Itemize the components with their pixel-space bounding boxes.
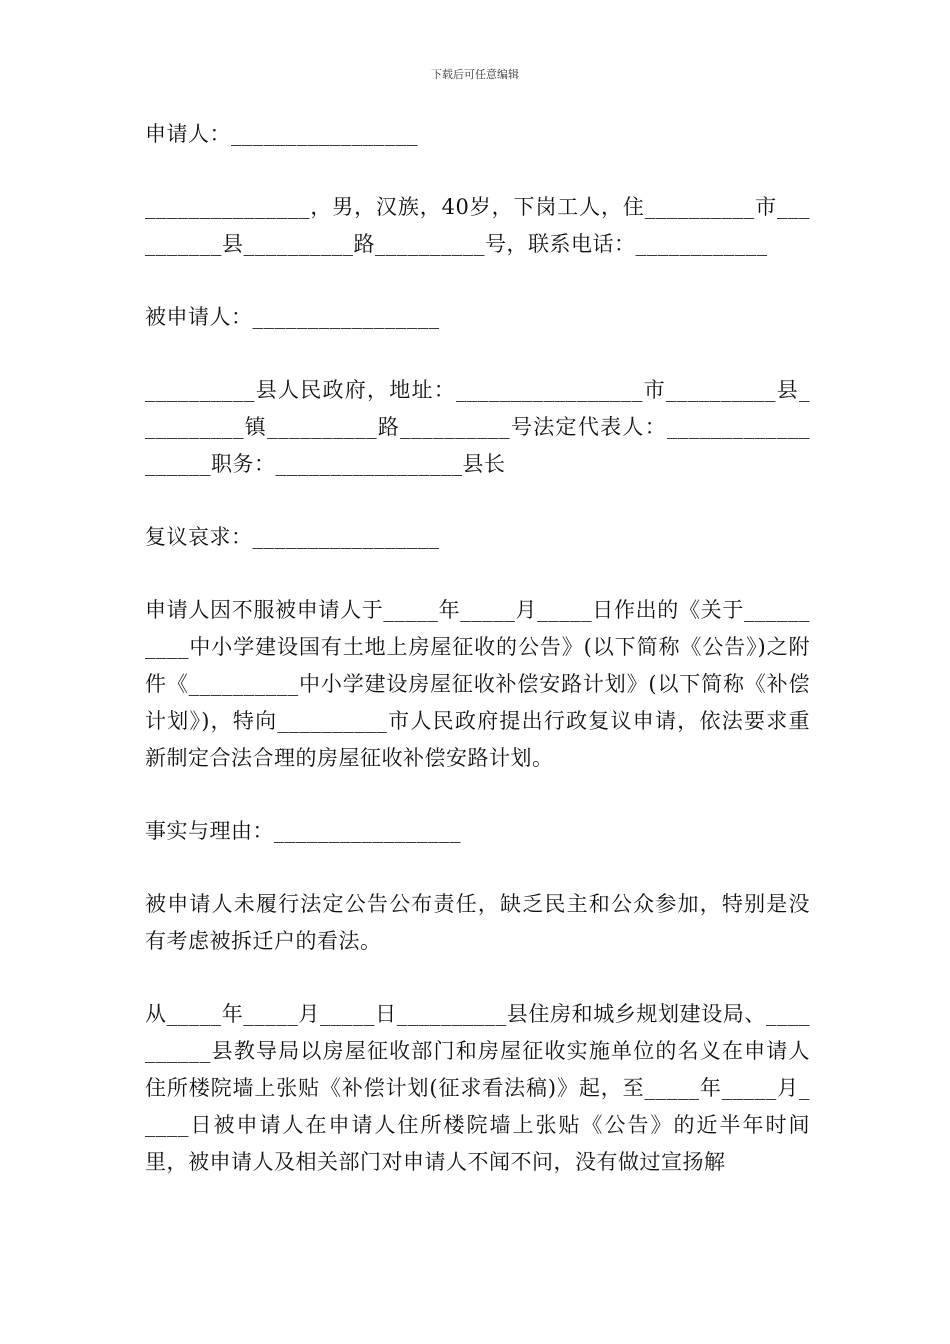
spacer bbox=[145, 960, 810, 996]
spacer bbox=[145, 850, 810, 886]
spacer bbox=[145, 153, 810, 189]
page-header-note: 下载后可任意编辑 bbox=[431, 68, 519, 81]
respondent-info: __________县人民政府，地址：_________________市__________县__________镇__________路__________号法定代表人：___________________职务：_________________县长 bbox=[145, 378, 810, 476]
respondent-label: 被申请人：_________________ bbox=[145, 305, 440, 329]
spacer bbox=[145, 336, 810, 372]
request-label: 复议哀求：_________________ bbox=[145, 525, 440, 549]
document-body bbox=[145, 116, 810, 1181]
spacer bbox=[145, 556, 810, 592]
spacer bbox=[145, 483, 810, 519]
spacer bbox=[145, 263, 810, 299]
request-text: 申请人因不服被申请人于_____年_____月_____日作出的《关于__________中小学建设国有土地上房屋征收的公告》(以下简称《公告》)之附件《__________中小学建设房屋征收补偿安路计划》(以下简称《补偿计划》)，特向__________市人民政府提出行政复议申请，依法要求重新制定合法合理的房屋征收补偿安路计划。 bbox=[145, 598, 810, 770]
spacer bbox=[145, 777, 810, 813]
facts-label: 事实与理由：_________________ bbox=[145, 819, 461, 843]
applicant-label: 申请人：_________________ bbox=[145, 122, 418, 146]
facts-paragraph-1: 被申请人未履行法定公告公布责任，缺乏民主和公众参加，特别是没有考虑被拆迁户的看法。 bbox=[145, 892, 810, 953]
applicant-info: _______________，男，汉族，40岁，下岗工人，住__________市__________县__________路__________号，联系电话：____________ bbox=[145, 195, 810, 256]
facts-paragraph-2: 从_____年_____月_____日__________县住房和城乡规划建设局、__________县教导局以房屋征收部门和房屋征收实施单位的名义在申请人住所楼院墙上张贴《补偿计划(征求看法稿)》起，至_____年_____月_____日被申请人在申请人住所楼院墙上张贴《公告》的近半年时间里，被申请人及相关部门对申请人不闻不问，没有做过宣扬解 bbox=[145, 1002, 810, 1174]
